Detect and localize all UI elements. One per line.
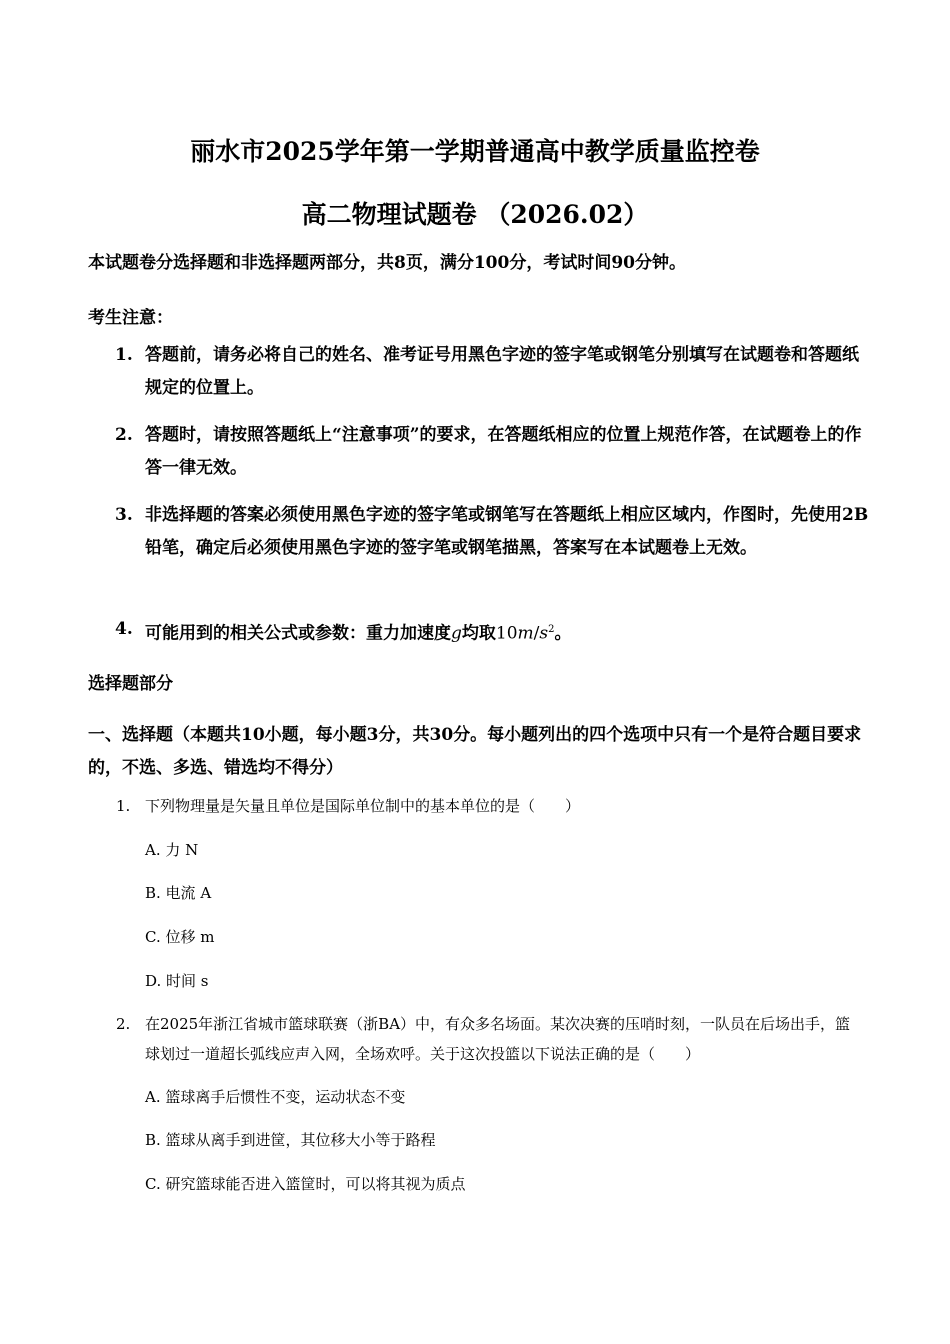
question-1-option-b: B. 电流 A	[145, 884, 212, 902]
unit-second: s	[539, 623, 549, 644]
question-2-option-a: A. 篮球离手后惯性不变，运动状态不变	[145, 1088, 406, 1106]
gravity-symbol: g	[451, 623, 462, 644]
notice-heading: 考生注意：	[88, 308, 173, 328]
section-heading: 一、选择题（本题共10小题，每小题3分，共30分。每小题列出的四个选项中只有一个是符合题目要求的，不选、多选、错选均不得分）	[88, 725, 862, 778]
gravity-value: 10	[495, 623, 518, 644]
notice-text-part: 可能用到的相关公式或参数：重力加速度	[145, 623, 451, 644]
notice-text: 答题时，请按照答题纸上“注意事项”的要求，在答题纸相应的位置上规范作答，在试题卷上的作答一律无效。	[145, 425, 862, 478]
notice-text-part: 。	[554, 623, 572, 644]
question-1-option-a: A. 力 N	[145, 841, 199, 859]
unit-exponent: 2	[548, 624, 555, 635]
unit-slash: /	[533, 623, 540, 644]
question-2-option-c: C. 研究篮球能否进入篮筐时，可以将其视为质点	[145, 1175, 466, 1193]
question-1-option-d: D. 时间 s	[145, 972, 209, 990]
question-stem: 在2025年浙江省城市篮球联赛（浙BA）中，有众多名场面。某次决赛的压哨时刻，一队员在后场出手，篮球划过一道超长弧线应声入网，全场欢呼。关于这次投篮以下说法正确的是（ ）	[145, 1015, 851, 1063]
question-2-option-b: B. 篮球从离手到进筐，其位移大小等于路程	[145, 1131, 436, 1149]
question-1-option-c: C. 位移 m	[145, 928, 215, 946]
notice-text: 答题前，请务必将自己的姓名、准考证号用黑色字迹的签字笔或钢笔分别填写在试题卷和答题纸规定的位置上。	[145, 345, 859, 398]
unit-meter: m	[517, 623, 534, 644]
exam-title: 丽水市2025学年第一学期普通高中教学质量监控卷	[190, 137, 760, 166]
notice-text	[145, 613, 870, 651]
part-heading: 选择题部分	[88, 674, 173, 694]
notice-number: 1.	[115, 345, 133, 365]
notice-text: 非选择题的答案必须使用黑色字迹的签字笔或钢笔写在答题纸上相应区域内，作图时，先使用2B铅笔，确定后必须使用黑色字迹的签字笔或钢笔描黑，答案写在本试题卷上无效。	[145, 505, 869, 558]
question-number: 2.	[116, 1015, 131, 1033]
notice-number: 2.	[115, 425, 133, 445]
notice-number: 3.	[115, 505, 133, 525]
question-number: 1.	[116, 797, 131, 815]
exam-subtitle: 高二物理试题卷 （2026.02）	[301, 200, 649, 229]
notice-text-part: 均取	[461, 623, 496, 644]
notice-number: 4.	[115, 619, 133, 639]
question-stem: 下列物理量是矢量且单位是国际单位制中的基本单位的是（ ）	[145, 797, 581, 815]
exam-intro: 本试题卷分选择题和非选择题两部分，共8页，满分100分，考试时间90分钟。	[88, 253, 686, 273]
